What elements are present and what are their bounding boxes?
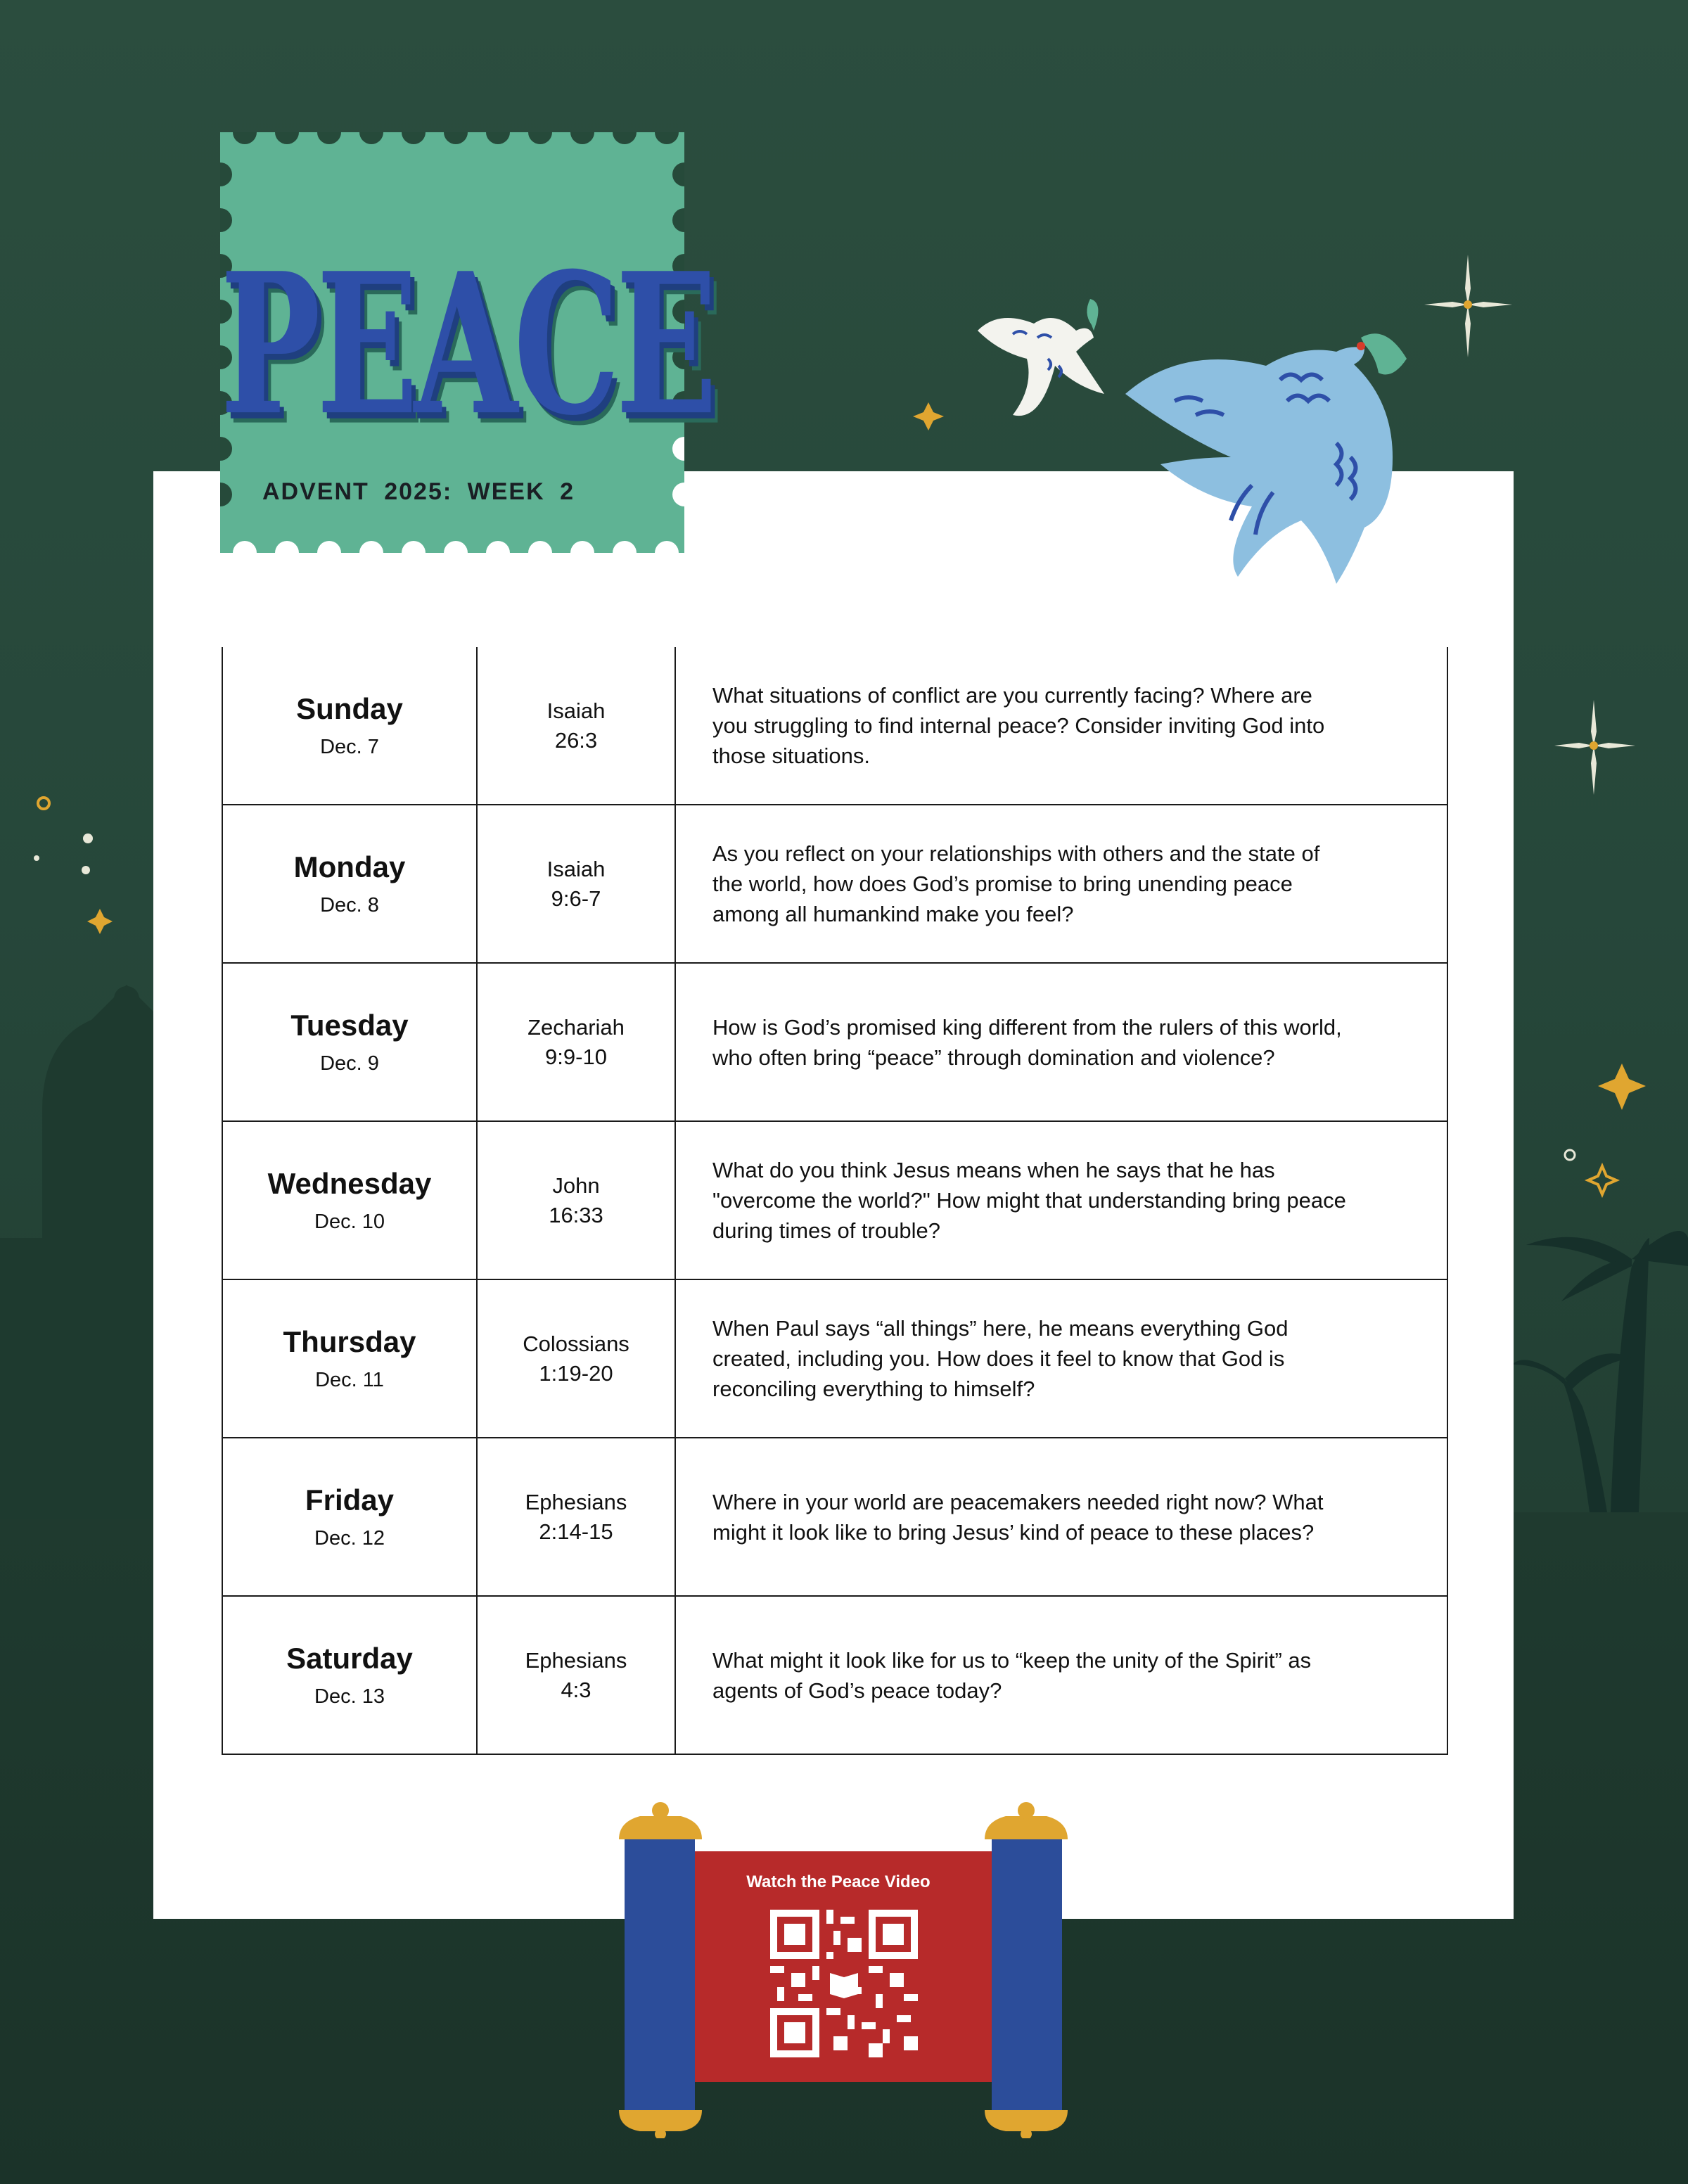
day-name: Monday	[293, 850, 406, 883]
day-name: Thursday	[283, 1325, 416, 1358]
video-label: Watch the Peace Video	[746, 1872, 931, 1891]
scripture-cell	[477, 1438, 675, 1596]
day-date: Dec. 9	[320, 1052, 379, 1075]
qr-code-icon[interactable]	[770, 1910, 918, 2057]
scripture-cell	[477, 647, 675, 805]
scripture-cell	[477, 1121, 675, 1279]
day-date: Dec. 11	[315, 1369, 384, 1391]
day-date: Dec. 12	[314, 1527, 385, 1550]
day-cell	[222, 1596, 477, 1754]
reflection-question: How is God’s promised king different from the rulers of this world, who often bring “peace” through domination and violence?	[712, 1014, 1342, 1070]
scripture-cell	[477, 963, 675, 1121]
scripture-reference: Zechariah 9:9-10	[528, 1014, 625, 1069]
reflection-question: As you reflect on your relationships with others and the state of the world, how does God’s promise to bring unending peace among all humankind make you feel?	[712, 841, 1320, 926]
reflection-question: Where in your world are peacemakers needed right now? What might it look like to bring Jesus’ kind of peace to these places?	[712, 1489, 1324, 1545]
table-row	[222, 1279, 1447, 1438]
scripture-cell	[477, 805, 675, 963]
day-name: Wednesday	[267, 1167, 432, 1200]
reading-schedule-table	[222, 647, 1448, 1755]
day-date: Dec. 13	[314, 1685, 385, 1708]
reflection-question: What do you think Jesus means when he says that he has "overcome the world?" How might that understanding bring peace during times of trouble?	[712, 1158, 1346, 1243]
table-row	[222, 1438, 1447, 1596]
scripture-reference: Ephesians 2:14-15	[525, 1489, 627, 1544]
scripture-cell	[477, 1596, 675, 1754]
scripture-reference: Isaiah 26:3	[546, 698, 606, 753]
scripture-reference: John 16:33	[549, 1173, 603, 1227]
day-date: Dec. 10	[314, 1211, 385, 1233]
dove-icon	[971, 281, 1428, 598]
table-row	[222, 1596, 1447, 1754]
table-row	[222, 963, 1447, 1121]
day-date: Dec. 8	[320, 894, 379, 917]
day-cell	[222, 647, 477, 805]
day-cell	[222, 805, 477, 963]
table-row	[222, 647, 1447, 805]
table-row	[222, 805, 1447, 963]
scripture-reference: Ephesians 4:3	[525, 1647, 627, 1702]
page-subtitle: ADVENT 2025: WEEK 2	[262, 478, 575, 505]
reflection-question: What situations of conflict are you currently facing? Where are you struggling to find internal peace? Consider inviting God into those situations.	[712, 683, 1325, 768]
question-cell	[675, 1438, 1447, 1596]
reflection-question: What might it look like for us to “keep the unity of the Spirit” as agents of God’s peace today?	[712, 1647, 1312, 1703]
day-cell	[222, 1279, 477, 1438]
table-row	[222, 1121, 1447, 1279]
day-name: Tuesday	[290, 1009, 409, 1042]
scripture-cell	[477, 1279, 675, 1438]
question-cell	[675, 1596, 1447, 1754]
scripture-reference: Isaiah 9:6-7	[546, 856, 606, 911]
question-cell	[675, 647, 1447, 805]
question-cell	[675, 963, 1447, 1121]
header-stamp	[220, 132, 714, 553]
day-name: Sunday	[296, 692, 403, 725]
page-title: PEACE	[220, 231, 714, 459]
reflection-question: When Paul says “all things” here, he means everything God created, including you. How does it feel to know that God is reconciling everything to himself?	[712, 1316, 1289, 1401]
scripture-reference: Colossians 1:19-20	[523, 1331, 629, 1386]
day-name: Friday	[305, 1483, 395, 1516]
question-cell	[675, 1121, 1447, 1279]
day-cell	[222, 963, 477, 1121]
question-cell	[675, 1279, 1447, 1438]
day-cell	[222, 1438, 477, 1596]
day-date: Dec. 7	[320, 736, 379, 758]
question-cell	[675, 805, 1447, 963]
day-cell	[222, 1121, 477, 1279]
day-name: Saturday	[286, 1642, 413, 1675]
